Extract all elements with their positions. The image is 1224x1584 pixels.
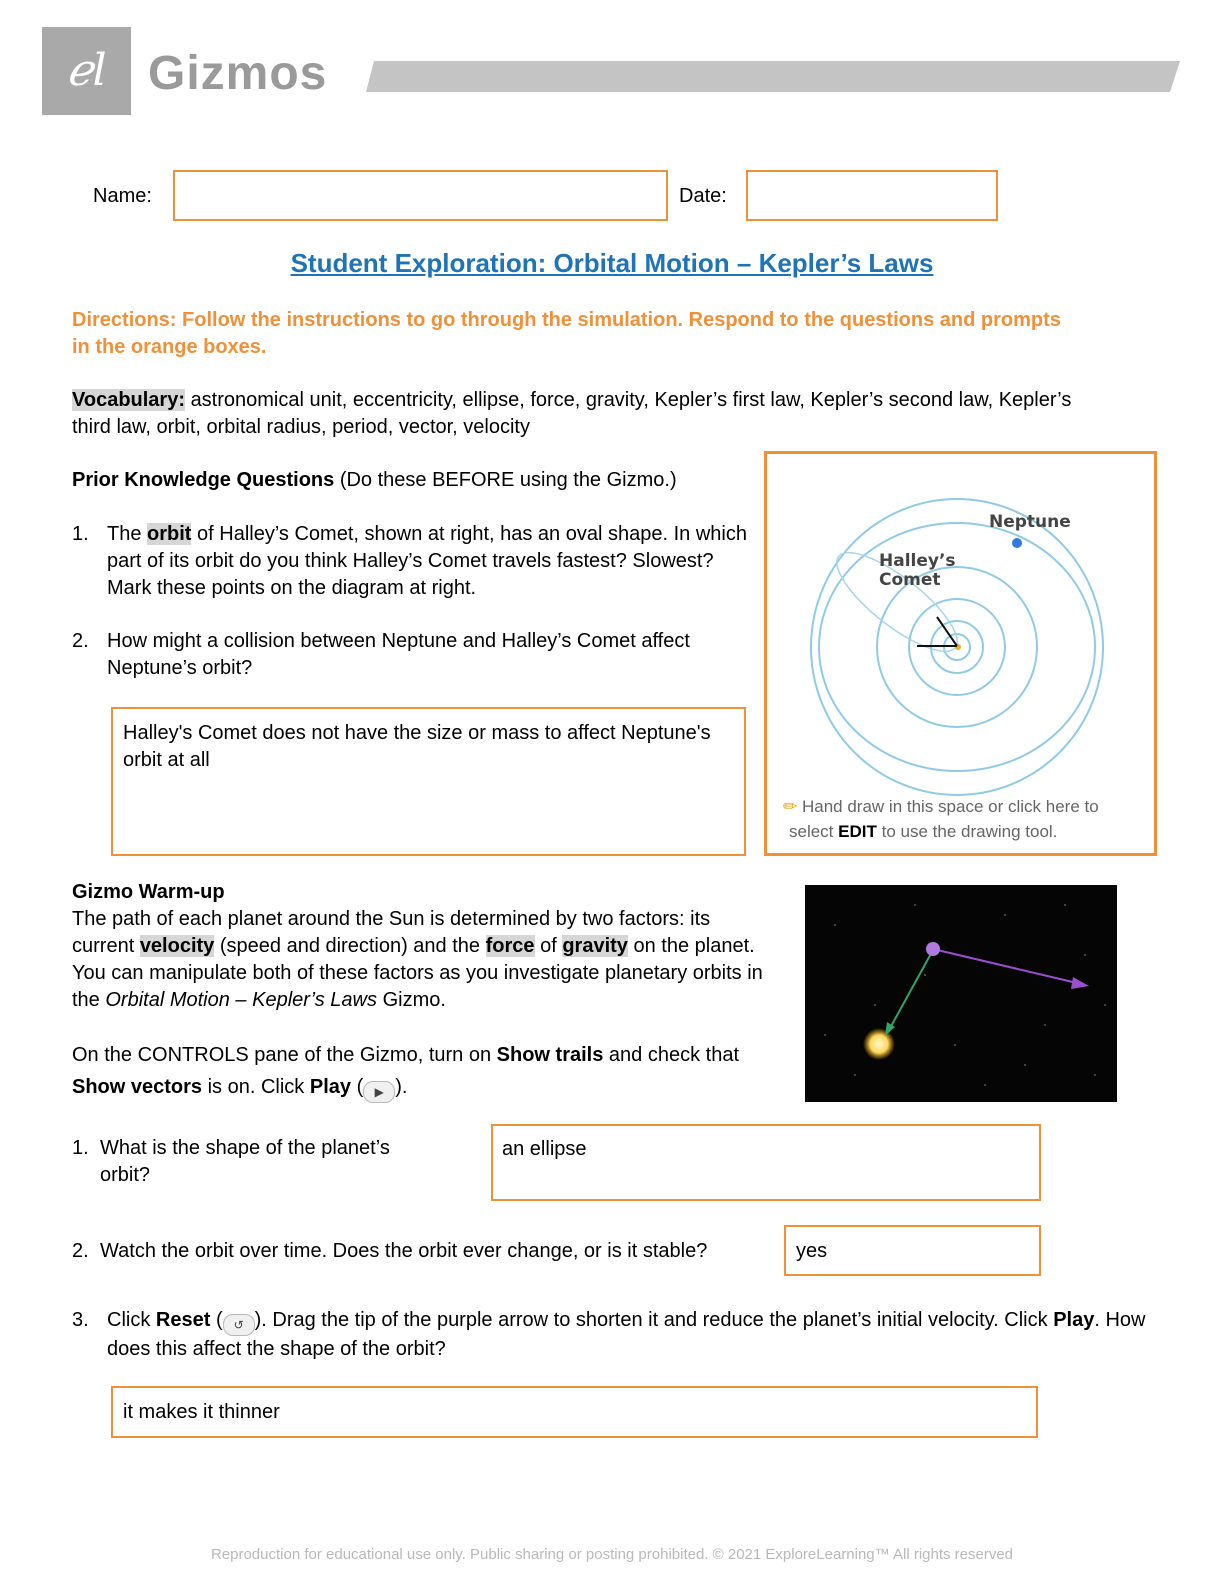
warmup-heading: Gizmo Warm-up (72, 881, 225, 903)
warmup-p1-e: Gizmo. (382, 989, 446, 1011)
warmup-p1-d: on the planet. You can manipulate both of these factors as you investigate planetary orbits in the (72, 935, 763, 1011)
warmup-p2-d: ( (356, 1076, 364, 1098)
gizmo-name: Orbital Motion – Kepler’s Laws (105, 989, 377, 1011)
logo-mark (42, 27, 131, 115)
prior-q1-pre: The (107, 523, 142, 545)
simulation-scene (805, 885, 1117, 1102)
vocabulary-text: astronomical unit, eccentricity, ellipse, force, gravity, Kepler’s first law, Kepler’s second law, Kepler’s third law, orbit, orbital radius, period, vector, velocity (72, 389, 1072, 438)
prior-q2-answer-box[interactable] (111, 707, 746, 856)
brand-name: Gizmos (148, 47, 328, 100)
comet-label-line-1: Halley’s (879, 551, 956, 571)
warmup-q3-number: 3. (72, 1309, 89, 1331)
gizmo-simulation-image (805, 885, 1117, 1102)
prior-q1-number: 1. (72, 523, 89, 545)
prior-q1-text (107, 521, 747, 602)
term-gravity: gravity (562, 935, 628, 957)
warmup-p1-c: of (540, 935, 557, 957)
background-stars (824, 904, 1106, 1086)
warmup-p2-e: ). (395, 1076, 408, 1098)
warmup-p1-a: The path of each planet around the Sun is determined by two factors: its current (72, 908, 711, 957)
warmup-q1-text (100, 1135, 445, 1189)
warmup-q2-text: Watch the orbit over time. Does the orbit ever change, or is it stable? (100, 1240, 708, 1262)
prior-heading-text: Prior Knowledge Questions (72, 469, 335, 491)
name-field[interactable] (173, 170, 668, 221)
reset-icon: ↺ (223, 1314, 255, 1336)
warmup-paragraph-1 (72, 906, 772, 1014)
prior-q1-post: of Halley’s Comet, shown at right, has an oval shape. In which part of its orbit do you think Halley’s Comet travels fastest? Slowest? Mark these points on the diagram at right. (107, 523, 747, 599)
logo-mark-text: ℯl (66, 45, 107, 96)
warmup-paragraph-2 (72, 1039, 772, 1103)
prior-q2-answer: Halley's Comet does not have the size or mass to affect Neptune's orbit at all (123, 722, 711, 771)
warmup-q3-c: ). Drag the tip of the purple arrow to shorten it and reduce the planet’s initial velocity. Click (254, 1309, 1048, 1331)
term-orbit: orbit (147, 523, 192, 545)
warmup-q1-number: 1. (72, 1137, 89, 1159)
pencil-icon: ✏ (783, 797, 798, 816)
orbit-diagram-box[interactable] (764, 451, 1157, 856)
header-bar (366, 61, 1180, 92)
sun (863, 1028, 895, 1060)
play-text-2: Play (1053, 1309, 1095, 1331)
warmup-q3-answer-box[interactable] (111, 1386, 1038, 1438)
directions: Directions: Follow the instructions to go through the simulation. Respond to the questions and prompts in the orange boxes. (72, 309, 1061, 358)
comet-label-line-2: Comet (879, 570, 941, 590)
term-velocity: velocity (139, 935, 215, 957)
vocabulary (72, 387, 1112, 441)
warmup-q2-answer-box[interactable] (784, 1225, 1041, 1276)
show-trails-text: Show trails (496, 1044, 604, 1066)
prior-knowledge-heading (72, 467, 677, 494)
velocity-vector[interactable] (933, 949, 1077, 983)
planet[interactable] (926, 942, 940, 956)
warmup-p1-b: (speed and direction) and the (219, 935, 481, 957)
gravity-vector (889, 950, 933, 1030)
draw-hint-post: to use the drawing tool. (881, 822, 1058, 841)
reset-text: Reset (155, 1309, 211, 1331)
copyright-footer: Reproduction for educational use only. Public sharing or posting prohibited. © 2021 ExploreLearning™ All rights reserved (210, 1546, 1014, 1563)
neptune-label: Neptune (989, 512, 1071, 532)
play-text: Play (309, 1076, 352, 1098)
name-label: Name: (93, 185, 152, 207)
page-title[interactable]: Student Exploration: Orbital Motion – Kepler’s Laws (290, 248, 934, 278)
warmup-q3-text (107, 1307, 1147, 1363)
prior-q2-text: How might a collision between Neptune and Halley’s Comet affect Neptune’s orbit? (107, 630, 690, 679)
warmup-q2-number: 2. (72, 1240, 89, 1262)
term-force: force (485, 935, 535, 957)
draw-hint (783, 794, 1099, 844)
play-icon: ▶ (363, 1081, 395, 1103)
warmup-p2-b: and check that (608, 1044, 740, 1066)
warmup-q2-answer: yes (796, 1240, 828, 1262)
warmup-q1-answer: an ellipse (502, 1138, 587, 1160)
warmup-q3-d: . How does this affect the shape of the orbit? (107, 1309, 1146, 1360)
neptune-dot (1012, 538, 1022, 548)
warmup-q1-question: What is the shape of the planet’s orbit? (100, 1137, 390, 1186)
warmup-q1-answer-box[interactable] (491, 1124, 1041, 1201)
date-label: Date: (679, 185, 727, 207)
show-vectors-text: Show vectors (72, 1076, 203, 1098)
warmup-q3-a: Click (107, 1309, 151, 1331)
warmup-p2-a: On the CONTROLS pane of the Gizmo, turn on (72, 1044, 492, 1066)
draw-hint-line-1: Hand draw in this space or click here to (801, 797, 1099, 816)
prior-q2-number: 2. (72, 630, 89, 652)
vocabulary-label: Vocabulary: (72, 389, 185, 411)
warmup-p2-c: is on. Click (207, 1076, 305, 1098)
draw-hint-edit[interactable]: EDIT (838, 822, 877, 841)
warmup-q3-answer: it makes it thinner (123, 1401, 280, 1423)
draw-hint-pre: select (789, 822, 834, 841)
date-field[interactable] (746, 170, 998, 221)
velocity-arrowhead[interactable] (1071, 977, 1089, 989)
warmup-q3-b: ( (215, 1309, 223, 1331)
prior-heading-note: (Do these BEFORE using the Gizmo.) (339, 469, 677, 491)
